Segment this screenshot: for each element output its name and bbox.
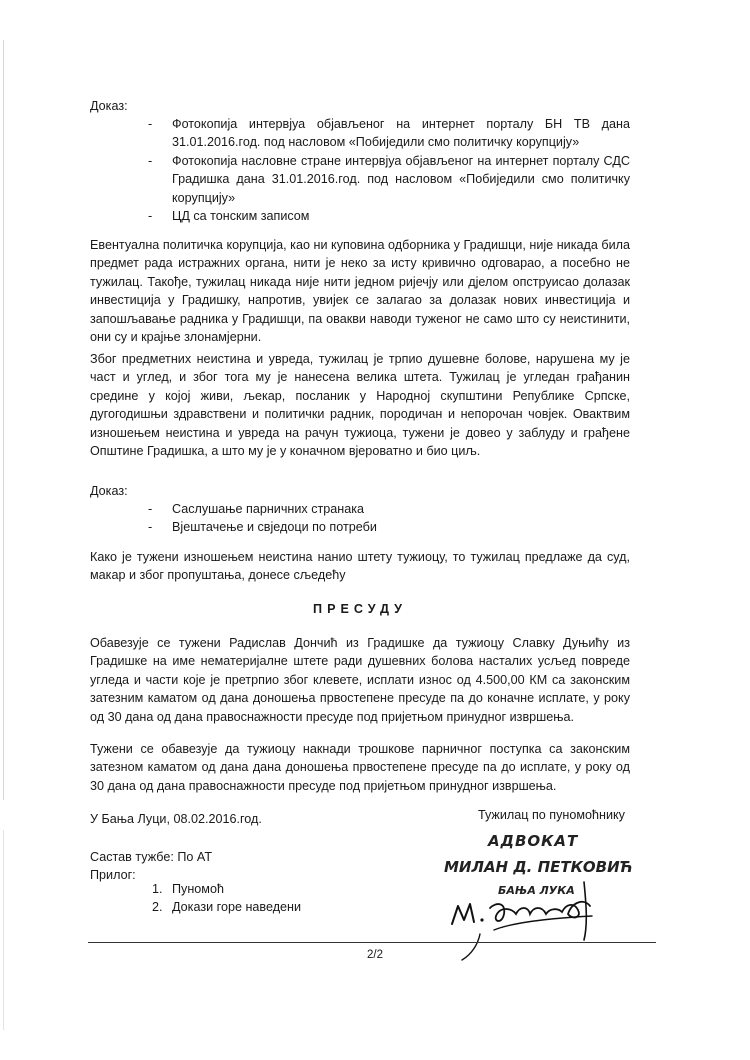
dash-bullet: -	[148, 520, 153, 535]
list-item: 1. Пуномоћ	[152, 882, 224, 896]
list-item: - ЦД са тонским записом	[148, 207, 630, 225]
page-number: 2/2	[367, 949, 383, 961]
dash-bullet: -	[148, 209, 153, 224]
attachments-list	[152, 880, 301, 917]
dash-bullet: -	[148, 117, 153, 131]
dash-bullet: -	[148, 502, 153, 516]
attachments-label: Прилог:	[90, 868, 136, 882]
stamp-line: АДВОКАТ	[488, 832, 579, 850]
paragraph: Тужени се обавезује да тужиоцу накнади трошкове парничног поступка са законским затезном каматом од дана дана доношења првостепене пресуде па до исплате, у року од 30 дана од дана правоснажности пресуде под пријетњом принудног извршења.	[90, 742, 630, 793]
list-item: - Фотокопија интервјуа објављеног на интернет порталу БН ТВ дана 31.01.2016.год. под насловом «Побиједили смо политичку корупцију»	[148, 117, 630, 150]
paragraph: Евентуална политичка корупција, као ни куповина одборника у Градишци, није никада била предмет рада истражних органа, нити је неко за исту кривично одговарао, а посебно не тужилац. Такође, тужилац никада није нити једном ријечју или дјелом опструисао долазак инвестиција у Градишку, напротив, увијек се залагао за долазак нових инвестиција и запошљавање радника у Градишци, па овакви наводи туженог не само што су неистинити, они су и крајње злонамјерни.	[90, 238, 630, 345]
list-item: - Саслушање парничних странака	[148, 500, 630, 518]
list-item: 2. Докази горе наведени	[152, 900, 302, 915]
evidence-label: Доказ:	[90, 99, 128, 113]
scan-edge-line	[3, 40, 4, 800]
paragraph: Обавезује се тужени Радислав Дончић из Градишке да тужиоцу Славку Дуњићу из Градишке на име нематеријалне штете ради душевних болова насталих усљед повреде угледа и части које је претрпио због клевете, исплати износ од 4.500,00 КМ са законским затезним каматом од дана доношења првостепене пресуде па до коначне исплате, у року од 30 дана од дана правоснажности пресуде под пријетњом принудног извршења.	[90, 636, 630, 724]
list-item: - Фотокопија насловне стране интервјуа објављеног на интернет порталу СДС Градишка дана 31.01.2016.год. под насловом «Побиједили смо политичку корупцију»	[148, 153, 630, 205]
verdict-title: ПРЕСУДУ	[313, 602, 407, 616]
stamp-line: БАЊА ЛУКА	[498, 884, 575, 897]
place-date: У Бања Луци, 08.02.2016.год.	[90, 812, 262, 826]
stamp-line: МИЛАН Д. ПЕТКОВИЋ	[444, 858, 633, 876]
plaintiff-by-attorney: Тужилац по пуномоћнику	[478, 808, 625, 822]
paragraph: Како је тужени изношењем неистина нанио штету тужиоцу, то тужилац предлаже да суд, макар и због пропуштања, донесе сљедећу	[90, 550, 630, 583]
evidence-label: Доказ:	[90, 484, 128, 498]
evidence-list	[148, 500, 630, 537]
dash-bullet: -	[148, 153, 153, 168]
footer-divider	[88, 942, 656, 943]
list-item: - Вјештачење и свједоци по потреби	[148, 518, 630, 536]
evidence-list	[148, 115, 630, 225]
composed-by: Састав тужбе: По АТ	[90, 850, 213, 864]
scan-edge-line	[3, 830, 4, 1030]
paragraph: Због предметних неистина и увреда, тужилац је трпио душевне болове, нарушена му је част и углед, и због тога му је нанесена велика штета. Тужилац је угледан грађанин средине у којој живи, љекар, посланик у Народној скупштини Републике Српске, дугогодишњи здравствени и политички радник, породичан и непорочан човјек. Овактвим изношењем неистина и увреда на рачун тужиоца, тужени је довео у заблуду и грађене Општине Градишка, а што му је у коначном вјероватно и био циљ.	[90, 352, 630, 459]
